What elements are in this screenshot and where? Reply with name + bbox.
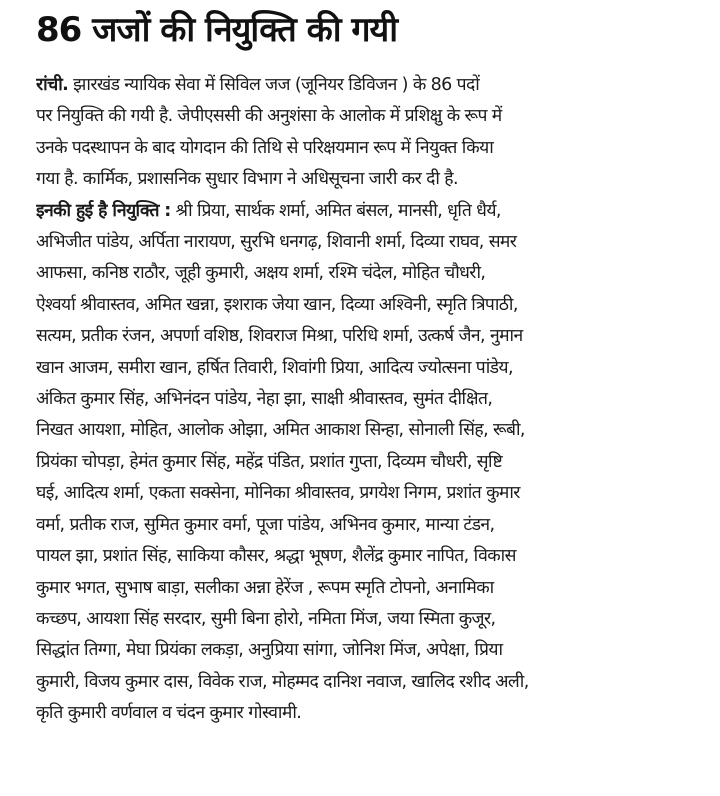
headline: 86 जजों की नियुक्ति की गयी bbox=[36, 10, 398, 50]
paragraph-text: झारखंड न्यायिक सेवा में सिविल जज (जूनियर डिविजन ) के 86 पदों bbox=[68, 75, 480, 95]
paragraph-line bbox=[36, 70, 696, 101]
paragraph-line: कुमारी, विजय कुमार दास, विवेक राज, मोहम्मद दानिश नवाज, खालिद रशीद अली, bbox=[36, 671, 529, 692]
paragraph-line: सिद्धांत तिग्गा, मेघा प्रियंका लकड़ा, अनुप्रिया सांगा, जोनिश मिंज, अपेक्षा, प्रिया bbox=[36, 640, 503, 661]
paragraph-line: पर नियुक्ति की गयी है. जेपीएससी की अनुशंसा के आलोक में प्रशिक्षु के रूप में bbox=[36, 106, 502, 127]
news-article bbox=[36, 4, 696, 730]
paragraph-line: ऐश्वर्या श्रीवास्तव, अमित खन्ना, इशराक जेया खान, दिव्या अश्विनी, स्मृति त्रिपाठी, bbox=[36, 294, 518, 315]
paragraph-line: घई, आदित्य शर्मा, एकता सक्सेना, मोनिका श्रीवास्तव, प्रगयेश निगम, प्रशांत कुमार bbox=[36, 483, 520, 504]
paragraph-text: श्री प्रिया, सार्थक शर्मा, अमित बंसल, मानसी, धृति धैर्य, bbox=[170, 200, 501, 221]
paragraph-line: उनके पदस्थापन के बाद योगदान की तिथि से परिक्षयमान रूप में नियुक्त किया bbox=[36, 137, 494, 158]
paragraph-line bbox=[36, 196, 696, 227]
paragraph-line: कुमार भगत, सुभाष बाड़ा, सलीका अन्ना हेरेंज , रूपम स्मृति टोपनो, अनामिका bbox=[36, 577, 494, 598]
article-body bbox=[36, 70, 696, 730]
paragraph-line: वर्मा, प्रतीक राज, सुमित कुमार वर्मा, पूजा पांडेय, अभिनव कुमार, मान्या टंडन, bbox=[36, 514, 495, 535]
paragraph-line: पायल झा, प्रशांत सिंह, साकिया कौसर, श्रद्धा भूषण, शैलेंद्र कुमार नापित, विकास bbox=[36, 546, 516, 567]
paragraph-line: गया है. कार्मिक, प्रशासनिक सुधार विभाग ने अधिसूचना जारी कर दी है. bbox=[36, 169, 458, 190]
paragraph-line: निखत आयशा, मोहित, आलोक ओझा, अमित आकाश सिन्हा, सोनाली सिंह, रूबी, bbox=[36, 420, 525, 441]
paragraph-line: सत्यम, प्रतीक रंजन, अपर्णा वशिष्ठ, शिवराज मिश्रा, परिधि शर्मा, उत्कर्ष जैन, नुमान bbox=[36, 326, 523, 347]
paragraph-line: कच्छप, आयशा सिंह सरदार, सुमी बिना होरो, नमिता मिंज, जया स्मिता कुजूर, bbox=[36, 608, 496, 629]
paragraph-line: आफसा, कनिष्ठ राठौर, जूही कुमारी, अक्षय शर्मा, रश्मि चंदेल, मोहित चौधरी, bbox=[36, 263, 486, 284]
appointees-lead: इनकी हुई है नियुक्ति : bbox=[36, 200, 171, 221]
paragraph-line: कृति कुमारी वर्णवाल व चंदन कुमार गोस्वामी. bbox=[36, 703, 302, 724]
paragraph-line: अंकित कुमार सिंह, अभिनंदन पांडेय, नेहा झा, साक्षी श्रीवास्तव, सुमंत दीक्षित, bbox=[36, 389, 493, 410]
paragraph-line: अभिजीत पांडेय, अर्पिता नारायण, सुरभि धनगढ़, शिवानी शर्मा, दिव्या राघव, समर bbox=[36, 232, 517, 253]
paragraph-line: प्रियंका चोपड़ा, हेमंत कुमार सिंह, महेंद्र पंडित, प्रशांत गुप्ता, दिव्यम चौधरी, सृष्टि bbox=[36, 451, 503, 472]
paragraph-line: खान आजम, समीरा खान, हर्षित तिवारी, शिवांगी प्रिया, आदित्य ज्योत्सना पांडेय, bbox=[36, 357, 513, 378]
dateline: रांची. bbox=[36, 75, 69, 95]
